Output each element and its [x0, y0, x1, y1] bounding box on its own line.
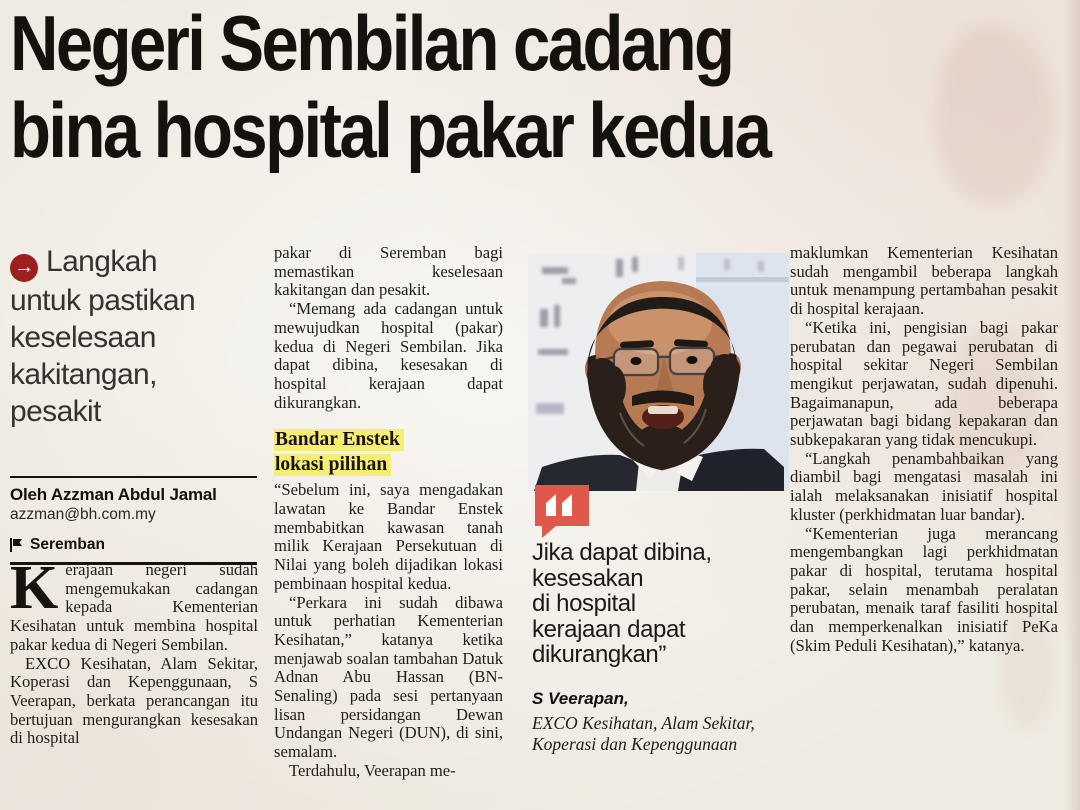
headline-line-1: Negeri Sembilan cadang [10, 0, 733, 87]
pullquote [532, 540, 784, 668]
crosshead-text: Bandar Enstek [274, 429, 404, 451]
standfirst-line: keselesaan [10, 321, 156, 354]
body-column-4 [790, 244, 1058, 655]
dropcap: K [10, 554, 59, 622]
standfirst-line: kakitangan, [10, 358, 157, 391]
headline [10, 0, 769, 174]
standfirst [10, 243, 272, 430]
author-name: Oleh Azzman Abdul Jamal [10, 485, 217, 504]
paragraph: Terdahulu, Veerapan me- [289, 760, 456, 780]
author-email: azzman@bh.com.my [10, 506, 156, 523]
paragraph: “Perkara ini sudah dibawa untuk perhatian Kementerian Kesihatan,” katanya ketika menjawab soalan tambahan Datuk Adnan Abu Hassan (BN-Senaling) pada sesi pertanyaan lisan persidangan Dewan Undangan Negeri (DUN), di sini, semalam. [274, 592, 503, 762]
paragraph: pakar di Seremban bagi memastikan keselesaan kakitangan dan pesakit. [274, 243, 503, 300]
crosshead-line [274, 427, 503, 452]
page-edge-shadow [1064, 0, 1080, 810]
arrow-right-circle-icon: → [10, 254, 38, 282]
byline-block [10, 476, 257, 565]
paragraph-text: erajaan negeri sudah mengemukakan cadangan kepada Kementerian Kesihatan untuk membina hospital pakar kedua di Negeri Sembilan. [10, 560, 258, 654]
pullquote-line: kerajaan dapat [532, 615, 686, 643]
body-column-1 [10, 554, 258, 748]
paragraph: “Kementerian juga merancang mengembangkan lagi perkhidmatan pakar di hospital, terutama hospital pakar, selain menambah peralatan perubatan, menaik taraf fasiliti hospital dan memperkenalkan inisiatif PeKa (Skim Peduli Kesihatan),” katanya. [790, 523, 1058, 655]
crosshead-text: lokasi pilihan [274, 454, 391, 476]
headline-line-2: bina hospital pakar kedua [10, 86, 770, 174]
paragraph: “Memang ada cadangan untuk mewujudkan hospital (pakar) kedua di Negeri Sembilan. Jika dapat dibina, kesesakan di hospital kerajaan dapat dikurangkan. [274, 299, 503, 412]
paragraph [10, 554, 258, 655]
paragraph: EXCO Kesihatan, Alam Sekitar, Koperasi dan Kepenggunaan, S Veerapan, berkata perancangan itu bertujuan mengurangkan kesesakan di hospital [10, 653, 258, 748]
paragraph: “Sebelum ini, saya mengadakan lawatan ke Bandar Enstek membabitkan kawasan tanah milik Kerajaan Persekutuan di Nilai yang boleh dijadikan lokasi pembinaan hospital kedua. [274, 480, 503, 593]
body-column-2 [274, 244, 503, 781]
paragraph: “Langkah penambahbaikan yang diambil bagi mengatasi masalah ini ialah melaksanakan inisiatif hospital kluster (perkhidmatan luar bandar). [790, 448, 1058, 524]
crosshead-line [274, 452, 503, 477]
pullquote-attribution [532, 688, 767, 755]
print-bleed-artifact [923, 18, 1067, 213]
paragraph: maklumkan Kementerian Kesihatan sudah mengambil beberapa langkah untuk menampung pertambahan pesakit di hospital kerajaan. [790, 243, 1058, 319]
pullquote-quote-icon [534, 484, 592, 543]
pullquote-line: kesesakan [532, 564, 644, 592]
paragraph: “Ketika ini, pengisian bagi pakar perubatan dan pegawai perubatan di hospital sekitar Negeri Sembilan mengikut perjawatan, sudah dipenuhi. Bagaimanapun, ada beberapa perjawatan bagi bidang kepakaran dan subkepakaran yang tidak mencukupi. [790, 317, 1058, 450]
photo-s-veerapan [528, 253, 789, 491]
standfirst-text: Langkah [46, 245, 157, 278]
standfirst-line: untuk pastikan [10, 284, 196, 317]
pullquote-line: di hospital [532, 590, 636, 617]
pullquote-line: Jika dapat dibina, [532, 539, 712, 566]
crosshead [274, 427, 503, 477]
flag-icon [10, 538, 22, 552]
standfirst-line [10, 243, 272, 282]
attribution-name: S Veerapan, [532, 689, 629, 708]
standfirst-line: pesakit [10, 395, 101, 428]
dateline-location: Seremban [30, 536, 105, 553]
attribution-role: EXCO Kesihatan, Alam Sekitar, Koperasi dan Kepenggunaan [532, 713, 755, 754]
pullquote-line: dikurangkan” [532, 641, 666, 668]
